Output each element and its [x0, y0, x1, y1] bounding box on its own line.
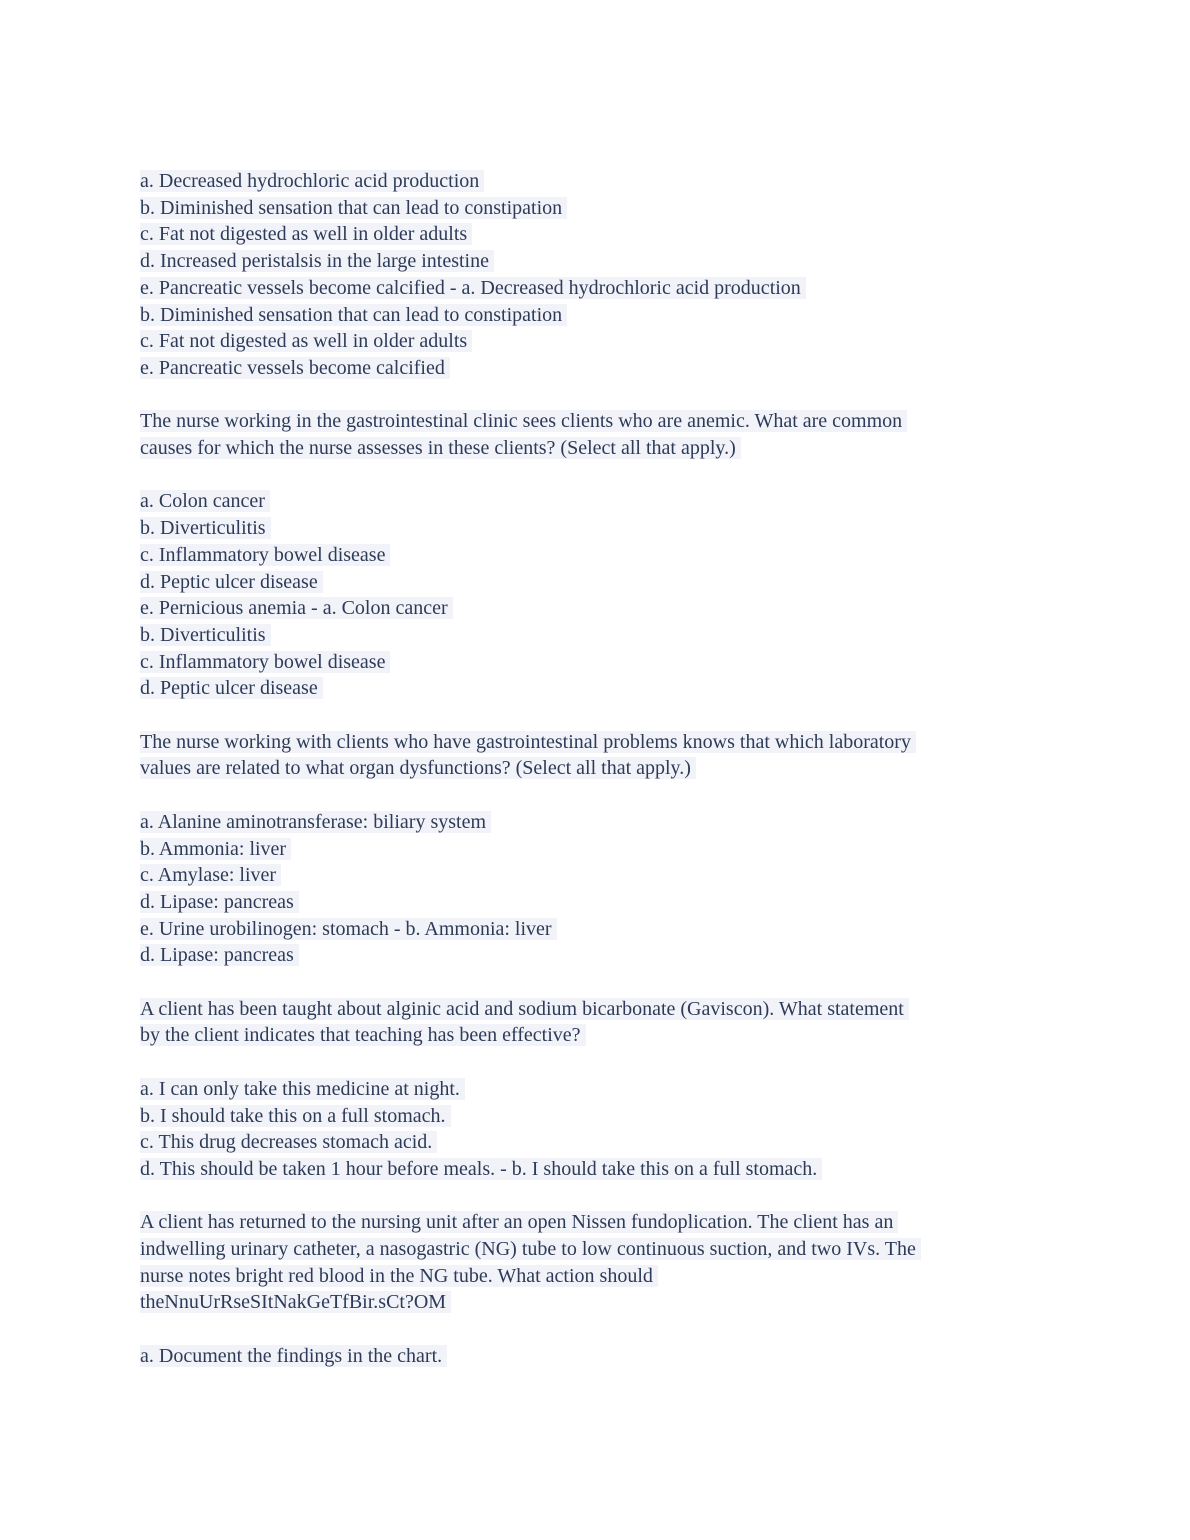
text-line — [140, 755, 1054, 782]
text-line — [140, 916, 1054, 943]
highlighted-text: causes for which the nurse assesses in these clients? (Select all that apply.) — [140, 437, 741, 459]
highlighted-text: The nurse working in the gastrointestinal clinic sees clients who are anemic. What are common — [140, 410, 907, 432]
text-line — [140, 996, 1054, 1023]
text-line — [140, 221, 1054, 248]
highlighted-text: nurse notes bright red blood in the NG tube. What action should — [140, 1265, 658, 1287]
text-line — [140, 248, 1054, 275]
text-line — [140, 355, 1054, 382]
highlighted-text: d. Peptic ulcer disease — [140, 677, 323, 699]
highlighted-text: d. Peptic ulcer disease — [140, 571, 323, 593]
text-line — [140, 302, 1054, 329]
options-block — [140, 488, 1054, 702]
highlighted-text: d. Lipase: pancreas — [140, 891, 299, 913]
text-line — [140, 622, 1054, 649]
text-line — [140, 408, 1054, 435]
text-line — [140, 1236, 1054, 1263]
highlighted-text: e. Pernicious anemia - a. Colon cancer — [140, 597, 453, 619]
highlighted-text: b. Diminished sensation that can lead to constipation — [140, 197, 567, 219]
text-line — [140, 328, 1054, 355]
highlighted-text: c. Amylase: liver — [140, 864, 281, 886]
highlighted-text: b. Diminished sensation that can lead to constipation — [140, 304, 567, 326]
highlighted-text: a. Decreased hydrochloric acid production — [140, 170, 484, 192]
text-line — [140, 595, 1054, 622]
text-line — [140, 809, 1054, 836]
text-line — [140, 1129, 1054, 1156]
highlighted-text: d. Lipase: pancreas — [140, 944, 299, 966]
question-block — [140, 408, 1054, 461]
highlighted-text: A client has been taught about alginic acid and sodium bicarbonate (Gaviscon). What statement — [140, 998, 909, 1020]
text-line — [140, 1263, 1054, 1290]
highlighted-text: c. Fat not digested as well in older adults — [140, 223, 472, 245]
options-block — [140, 168, 1054, 382]
text-line — [140, 889, 1054, 916]
highlighted-text: b. I should take this on a full stomach. — [140, 1105, 451, 1127]
text-line — [140, 649, 1054, 676]
text-line — [140, 1343, 1054, 1370]
highlighted-text: d. This should be taken 1 hour before meals. - b. I should take this on a full stomach. — [140, 1158, 822, 1180]
highlighted-text: e. Pancreatic vessels become calcified — [140, 357, 450, 379]
text-line — [140, 1156, 1054, 1183]
highlighted-text: indwelling urinary catheter, a nasogastric (NG) tube to low continuous suction, and two IVs. The — [140, 1238, 921, 1260]
document-content — [140, 168, 1054, 1370]
text-line — [140, 488, 1054, 515]
text-line — [140, 168, 1054, 195]
highlighted-text: c. Fat not digested as well in older adults — [140, 330, 472, 352]
text-line — [140, 1103, 1054, 1130]
options-block — [140, 1343, 1054, 1370]
highlighted-text: a. I can only take this medicine at night. — [140, 1078, 465, 1100]
highlighted-text: a. Document the findings in the chart. — [140, 1345, 447, 1367]
question-block — [140, 996, 1054, 1049]
text-line — [140, 195, 1054, 222]
text-line — [140, 1076, 1054, 1103]
text-line — [140, 675, 1054, 702]
highlighted-text: d. Increased peristalsis in the large intestine — [140, 250, 494, 272]
highlighted-text: e. Urine urobilinogen: stomach - b. Ammonia: liver — [140, 918, 557, 940]
question-block — [140, 729, 1054, 782]
text-line — [140, 435, 1054, 462]
highlighted-text: e. Pancreatic vessels become calcified - a. Decreased hydrochloric acid production — [140, 277, 806, 299]
text-line — [140, 1209, 1054, 1236]
highlighted-text: a. Colon cancer — [140, 490, 270, 512]
highlighted-text: theNnuUrRseSItNakGeTfBir.sCt?OM — [140, 1291, 451, 1313]
text-line — [140, 1289, 1054, 1316]
highlighted-text: c. Inflammatory bowel disease — [140, 544, 390, 566]
text-line — [140, 569, 1054, 596]
text-line — [140, 275, 1054, 302]
question-block — [140, 1209, 1054, 1316]
text-line — [140, 862, 1054, 889]
highlighted-text: The nurse working with clients who have gastrointestinal problems knows that which laboratory — [140, 731, 916, 753]
highlighted-text: c. Inflammatory bowel disease — [140, 651, 390, 673]
text-line — [140, 515, 1054, 542]
options-block — [140, 809, 1054, 969]
text-line — [140, 542, 1054, 569]
highlighted-text: values are related to what organ dysfunctions? (Select all that apply.) — [140, 757, 696, 779]
highlighted-text: b. Ammonia: liver — [140, 838, 291, 860]
text-line — [140, 729, 1054, 756]
text-line — [140, 942, 1054, 969]
highlighted-text: b. Diverticulitis — [140, 517, 271, 539]
highlighted-text: a. Alanine aminotransferase: biliary system — [140, 811, 491, 833]
highlighted-text: b. Diverticulitis — [140, 624, 271, 646]
text-line — [140, 836, 1054, 863]
highlighted-text: c. This drug decreases stomach acid. — [140, 1131, 437, 1153]
highlighted-text: A client has returned to the nursing unit after an open Nissen fundoplication. The client has an — [140, 1211, 898, 1233]
options-block — [140, 1076, 1054, 1183]
text-line — [140, 1022, 1054, 1049]
highlighted-text: by the client indicates that teaching has been effective? — [140, 1024, 586, 1046]
